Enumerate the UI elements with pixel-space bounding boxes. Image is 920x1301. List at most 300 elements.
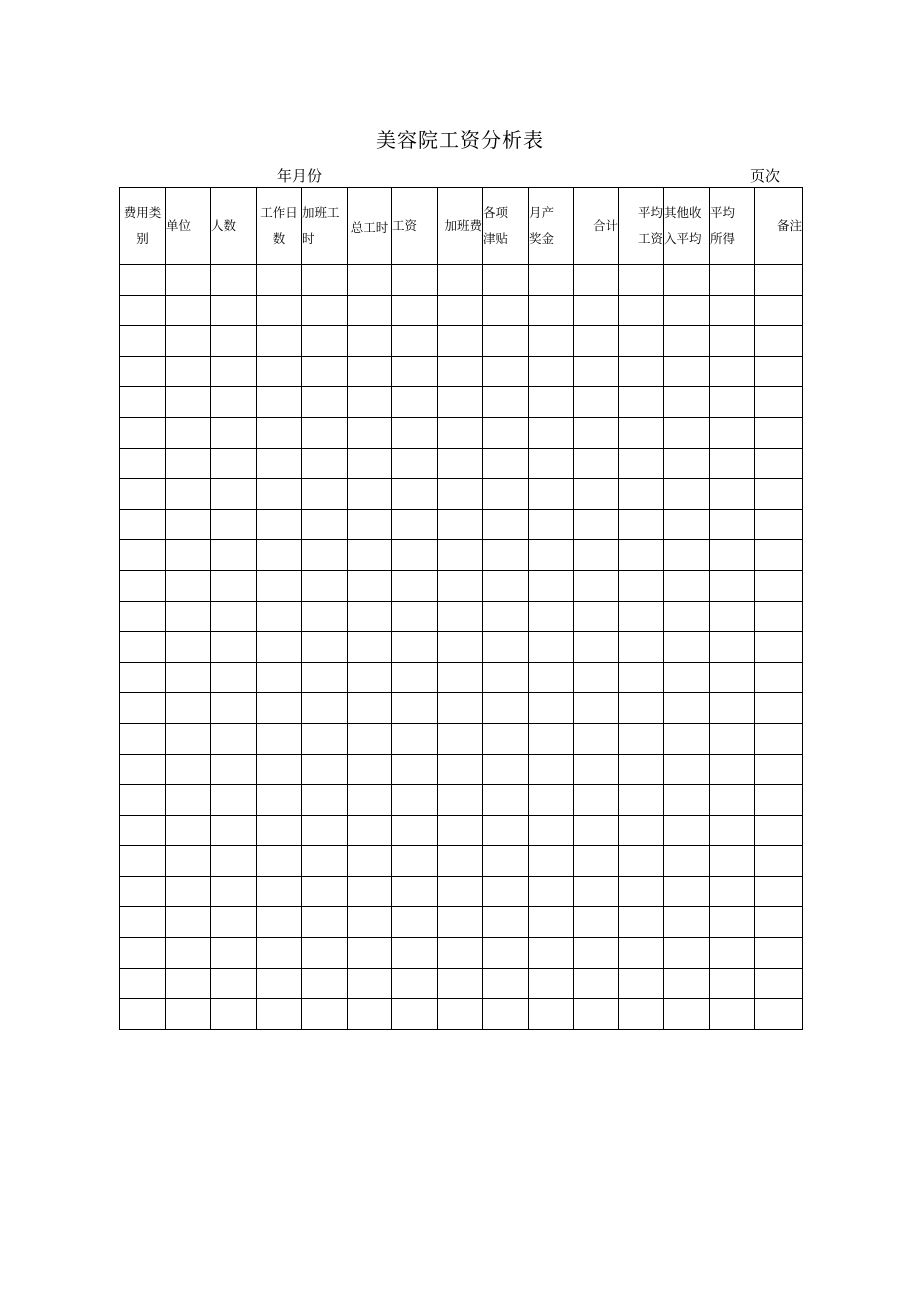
table-cell[interactable] bbox=[483, 570, 529, 601]
table-cell[interactable] bbox=[710, 968, 755, 999]
table-cell[interactable] bbox=[619, 662, 664, 693]
table-cell[interactable] bbox=[755, 632, 803, 663]
table-cell[interactable] bbox=[619, 815, 664, 846]
table-cell[interactable] bbox=[529, 632, 574, 663]
table-cell[interactable] bbox=[619, 938, 664, 969]
table-cell[interactable] bbox=[483, 448, 529, 479]
table-cell[interactable] bbox=[574, 265, 619, 296]
table-cell[interactable] bbox=[302, 846, 348, 877]
table-cell[interactable] bbox=[166, 387, 211, 418]
table-cell[interactable] bbox=[302, 968, 348, 999]
table-cell[interactable] bbox=[302, 601, 348, 632]
table-cell[interactable] bbox=[302, 356, 348, 387]
table-cell[interactable] bbox=[166, 570, 211, 601]
table-cell[interactable] bbox=[257, 509, 302, 540]
table-cell[interactable] bbox=[120, 693, 166, 724]
table-cell[interactable] bbox=[302, 723, 348, 754]
table-cell[interactable] bbox=[348, 417, 392, 448]
table-cell[interactable] bbox=[755, 938, 803, 969]
table-cell[interactable] bbox=[710, 601, 755, 632]
table-cell[interactable] bbox=[664, 570, 710, 601]
table-cell[interactable] bbox=[257, 387, 302, 418]
table-cell[interactable] bbox=[710, 907, 755, 938]
table-cell[interactable] bbox=[755, 387, 803, 418]
table-cell[interactable] bbox=[710, 999, 755, 1030]
table-cell[interactable] bbox=[529, 570, 574, 601]
table-cell[interactable] bbox=[438, 815, 483, 846]
table-cell[interactable] bbox=[211, 417, 257, 448]
table-cell[interactable] bbox=[529, 785, 574, 816]
table-cell[interactable] bbox=[302, 479, 348, 510]
table-cell[interactable] bbox=[619, 387, 664, 418]
table-cell[interactable] bbox=[710, 876, 755, 907]
table-cell[interactable] bbox=[619, 540, 664, 571]
table-cell[interactable] bbox=[710, 509, 755, 540]
table-cell[interactable] bbox=[211, 632, 257, 663]
table-cell[interactable] bbox=[755, 876, 803, 907]
table-cell[interactable] bbox=[348, 846, 392, 877]
table-cell[interactable] bbox=[166, 723, 211, 754]
table-cell[interactable] bbox=[348, 387, 392, 418]
table-cell[interactable] bbox=[664, 387, 710, 418]
table-cell[interactable] bbox=[392, 785, 438, 816]
table-cell[interactable] bbox=[302, 570, 348, 601]
table-cell[interactable] bbox=[619, 448, 664, 479]
table-cell[interactable] bbox=[120, 662, 166, 693]
table-cell[interactable] bbox=[664, 356, 710, 387]
table-cell[interactable] bbox=[664, 509, 710, 540]
table-cell[interactable] bbox=[619, 295, 664, 326]
table-cell[interactable] bbox=[120, 295, 166, 326]
table-cell[interactable] bbox=[302, 326, 348, 357]
table-cell[interactable] bbox=[755, 326, 803, 357]
table-cell[interactable] bbox=[302, 387, 348, 418]
table-cell[interactable] bbox=[664, 632, 710, 663]
table-cell[interactable] bbox=[166, 509, 211, 540]
table-cell[interactable] bbox=[257, 540, 302, 571]
table-cell[interactable] bbox=[302, 295, 348, 326]
table-cell[interactable] bbox=[392, 448, 438, 479]
table-cell[interactable] bbox=[166, 907, 211, 938]
table-cell[interactable] bbox=[257, 785, 302, 816]
table-cell[interactable] bbox=[120, 907, 166, 938]
table-cell[interactable] bbox=[619, 601, 664, 632]
table-cell[interactable] bbox=[574, 479, 619, 510]
table-cell[interactable] bbox=[166, 754, 211, 785]
table-cell[interactable] bbox=[348, 479, 392, 510]
table-cell[interactable] bbox=[166, 815, 211, 846]
table-cell[interactable] bbox=[755, 479, 803, 510]
table-cell[interactable] bbox=[211, 326, 257, 357]
table-cell[interactable] bbox=[619, 265, 664, 296]
table-cell[interactable] bbox=[664, 876, 710, 907]
table-cell[interactable] bbox=[483, 540, 529, 571]
table-cell[interactable] bbox=[211, 968, 257, 999]
table-cell[interactable] bbox=[755, 417, 803, 448]
table-cell[interactable] bbox=[483, 632, 529, 663]
table-cell[interactable] bbox=[574, 999, 619, 1030]
table-cell[interactable] bbox=[120, 479, 166, 510]
table-cell[interactable] bbox=[483, 785, 529, 816]
table-cell[interactable] bbox=[619, 999, 664, 1030]
table-cell[interactable] bbox=[574, 876, 619, 907]
table-cell[interactable] bbox=[348, 540, 392, 571]
table-cell[interactable] bbox=[257, 265, 302, 296]
table-cell[interactable] bbox=[483, 326, 529, 357]
table-cell[interactable] bbox=[166, 479, 211, 510]
table-cell[interactable] bbox=[483, 387, 529, 418]
table-cell[interactable] bbox=[483, 295, 529, 326]
table-cell[interactable] bbox=[574, 907, 619, 938]
table-cell[interactable] bbox=[529, 938, 574, 969]
table-cell[interactable] bbox=[392, 570, 438, 601]
table-cell[interactable] bbox=[619, 326, 664, 357]
table-cell[interactable] bbox=[529, 540, 574, 571]
table-cell[interactable] bbox=[166, 265, 211, 296]
table-cell[interactable] bbox=[211, 876, 257, 907]
table-cell[interactable] bbox=[755, 723, 803, 754]
table-cell[interactable] bbox=[257, 815, 302, 846]
table-cell[interactable] bbox=[710, 295, 755, 326]
table-cell[interactable] bbox=[664, 448, 710, 479]
table-cell[interactable] bbox=[392, 999, 438, 1030]
table-cell[interactable] bbox=[392, 662, 438, 693]
table-cell[interactable] bbox=[755, 846, 803, 877]
table-cell[interactable] bbox=[257, 632, 302, 663]
table-cell[interactable] bbox=[120, 387, 166, 418]
table-cell[interactable] bbox=[574, 356, 619, 387]
table-cell[interactable] bbox=[529, 846, 574, 877]
table-cell[interactable] bbox=[529, 448, 574, 479]
table-cell[interactable] bbox=[392, 754, 438, 785]
table-cell[interactable] bbox=[664, 540, 710, 571]
table-cell[interactable] bbox=[755, 662, 803, 693]
table-cell[interactable] bbox=[392, 938, 438, 969]
table-cell[interactable] bbox=[348, 509, 392, 540]
table-cell[interactable] bbox=[574, 938, 619, 969]
table-cell[interactable] bbox=[348, 295, 392, 326]
table-cell[interactable] bbox=[348, 815, 392, 846]
table-cell[interactable] bbox=[710, 662, 755, 693]
table-cell[interactable] bbox=[257, 999, 302, 1030]
table-cell[interactable] bbox=[664, 326, 710, 357]
table-cell[interactable] bbox=[211, 387, 257, 418]
table-cell[interactable] bbox=[664, 938, 710, 969]
table-cell[interactable] bbox=[529, 265, 574, 296]
table-cell[interactable] bbox=[211, 662, 257, 693]
table-cell[interactable] bbox=[529, 999, 574, 1030]
table-cell[interactable] bbox=[710, 326, 755, 357]
table-cell[interactable] bbox=[166, 326, 211, 357]
table-cell[interactable] bbox=[529, 754, 574, 785]
table-cell[interactable] bbox=[302, 662, 348, 693]
table-cell[interactable] bbox=[438, 999, 483, 1030]
table-cell[interactable] bbox=[619, 785, 664, 816]
table-cell[interactable] bbox=[438, 387, 483, 418]
table-cell[interactable] bbox=[438, 754, 483, 785]
table-cell[interactable] bbox=[392, 356, 438, 387]
table-cell[interactable] bbox=[166, 601, 211, 632]
table-cell[interactable] bbox=[755, 785, 803, 816]
table-cell[interactable] bbox=[710, 723, 755, 754]
table-cell[interactable] bbox=[348, 754, 392, 785]
table-cell[interactable] bbox=[710, 540, 755, 571]
table-cell[interactable] bbox=[211, 265, 257, 296]
table-cell[interactable] bbox=[574, 632, 619, 663]
table-cell[interactable] bbox=[755, 999, 803, 1030]
table-cell[interactable] bbox=[166, 448, 211, 479]
table-cell[interactable] bbox=[392, 265, 438, 296]
table-cell[interactable] bbox=[710, 632, 755, 663]
table-cell[interactable] bbox=[120, 938, 166, 969]
table-cell[interactable] bbox=[619, 509, 664, 540]
table-cell[interactable] bbox=[529, 601, 574, 632]
table-cell[interactable] bbox=[664, 662, 710, 693]
table-cell[interactable] bbox=[120, 509, 166, 540]
table-cell[interactable] bbox=[257, 601, 302, 632]
table-cell[interactable] bbox=[438, 356, 483, 387]
table-cell[interactable] bbox=[619, 723, 664, 754]
table-cell[interactable] bbox=[392, 479, 438, 510]
table-cell[interactable] bbox=[302, 417, 348, 448]
table-cell[interactable] bbox=[755, 754, 803, 785]
table-cell[interactable] bbox=[619, 907, 664, 938]
table-cell[interactable] bbox=[392, 968, 438, 999]
table-cell[interactable] bbox=[664, 601, 710, 632]
table-cell[interactable] bbox=[710, 938, 755, 969]
table-cell[interactable] bbox=[120, 540, 166, 571]
table-cell[interactable] bbox=[755, 815, 803, 846]
table-cell[interactable] bbox=[211, 356, 257, 387]
table-cell[interactable] bbox=[348, 876, 392, 907]
table-cell[interactable] bbox=[120, 876, 166, 907]
table-cell[interactable] bbox=[348, 326, 392, 357]
table-cell[interactable] bbox=[664, 723, 710, 754]
table-cell[interactable] bbox=[755, 509, 803, 540]
table-cell[interactable] bbox=[348, 907, 392, 938]
table-cell[interactable] bbox=[664, 265, 710, 296]
table-cell[interactable] bbox=[574, 448, 619, 479]
table-cell[interactable] bbox=[211, 570, 257, 601]
table-cell[interactable] bbox=[438, 265, 483, 296]
table-cell[interactable] bbox=[710, 356, 755, 387]
table-cell[interactable] bbox=[302, 540, 348, 571]
table-cell[interactable] bbox=[574, 387, 619, 418]
table-cell[interactable] bbox=[211, 479, 257, 510]
table-cell[interactable] bbox=[392, 693, 438, 724]
table-cell[interactable] bbox=[438, 846, 483, 877]
table-cell[interactable] bbox=[257, 326, 302, 357]
table-cell[interactable] bbox=[483, 815, 529, 846]
table-cell[interactable] bbox=[438, 448, 483, 479]
table-cell[interactable] bbox=[302, 509, 348, 540]
table-cell[interactable] bbox=[438, 723, 483, 754]
table-cell[interactable] bbox=[302, 754, 348, 785]
table-cell[interactable] bbox=[166, 785, 211, 816]
table-cell[interactable] bbox=[619, 570, 664, 601]
table-cell[interactable] bbox=[211, 938, 257, 969]
table-cell[interactable] bbox=[529, 509, 574, 540]
table-cell[interactable] bbox=[211, 601, 257, 632]
table-cell[interactable] bbox=[755, 448, 803, 479]
table-cell[interactable] bbox=[257, 570, 302, 601]
table-cell[interactable] bbox=[120, 601, 166, 632]
table-cell[interactable] bbox=[574, 693, 619, 724]
table-cell[interactable] bbox=[529, 693, 574, 724]
table-cell[interactable] bbox=[257, 417, 302, 448]
table-cell[interactable] bbox=[438, 326, 483, 357]
table-cell[interactable] bbox=[710, 693, 755, 724]
table-cell[interactable] bbox=[166, 540, 211, 571]
table-cell[interactable] bbox=[664, 295, 710, 326]
table-cell[interactable] bbox=[438, 785, 483, 816]
table-cell[interactable] bbox=[211, 693, 257, 724]
table-cell[interactable] bbox=[302, 907, 348, 938]
table-cell[interactable] bbox=[529, 662, 574, 693]
table-cell[interactable] bbox=[483, 907, 529, 938]
table-cell[interactable] bbox=[619, 968, 664, 999]
table-cell[interactable] bbox=[302, 815, 348, 846]
table-cell[interactable] bbox=[348, 723, 392, 754]
table-cell[interactable] bbox=[166, 632, 211, 663]
table-cell[interactable] bbox=[710, 417, 755, 448]
table-cell[interactable] bbox=[211, 448, 257, 479]
table-cell[interactable] bbox=[483, 938, 529, 969]
table-cell[interactable] bbox=[348, 265, 392, 296]
table-cell[interactable] bbox=[529, 387, 574, 418]
table-cell[interactable] bbox=[392, 417, 438, 448]
table-cell[interactable] bbox=[438, 295, 483, 326]
table-cell[interactable] bbox=[302, 265, 348, 296]
table-cell[interactable] bbox=[574, 846, 619, 877]
table-cell[interactable] bbox=[664, 479, 710, 510]
table-cell[interactable] bbox=[302, 693, 348, 724]
table-cell[interactable] bbox=[392, 540, 438, 571]
table-cell[interactable] bbox=[166, 295, 211, 326]
table-cell[interactable] bbox=[438, 968, 483, 999]
table-cell[interactable] bbox=[529, 417, 574, 448]
table-cell[interactable] bbox=[302, 785, 348, 816]
table-cell[interactable] bbox=[710, 846, 755, 877]
table-cell[interactable] bbox=[257, 662, 302, 693]
table-cell[interactable] bbox=[211, 785, 257, 816]
table-cell[interactable] bbox=[211, 907, 257, 938]
table-cell[interactable] bbox=[257, 754, 302, 785]
table-cell[interactable] bbox=[755, 295, 803, 326]
table-cell[interactable] bbox=[619, 417, 664, 448]
table-cell[interactable] bbox=[574, 785, 619, 816]
table-cell[interactable] bbox=[755, 968, 803, 999]
table-cell[interactable] bbox=[710, 448, 755, 479]
table-cell[interactable] bbox=[120, 968, 166, 999]
table-cell[interactable] bbox=[483, 417, 529, 448]
table-cell[interactable] bbox=[529, 295, 574, 326]
table-cell[interactable] bbox=[710, 754, 755, 785]
table-cell[interactable] bbox=[755, 570, 803, 601]
table-cell[interactable] bbox=[257, 907, 302, 938]
table-cell[interactable] bbox=[438, 509, 483, 540]
table-cell[interactable] bbox=[438, 479, 483, 510]
table-cell[interactable] bbox=[348, 570, 392, 601]
table-cell[interactable] bbox=[302, 448, 348, 479]
table-cell[interactable] bbox=[529, 815, 574, 846]
table-cell[interactable] bbox=[392, 907, 438, 938]
table-cell[interactable] bbox=[257, 968, 302, 999]
table-cell[interactable] bbox=[348, 968, 392, 999]
table-cell[interactable] bbox=[438, 540, 483, 571]
table-cell[interactable] bbox=[710, 815, 755, 846]
table-cell[interactable] bbox=[392, 601, 438, 632]
table-cell[interactable] bbox=[392, 876, 438, 907]
table-cell[interactable] bbox=[166, 968, 211, 999]
table-cell[interactable] bbox=[664, 999, 710, 1030]
table-cell[interactable] bbox=[392, 326, 438, 357]
table-cell[interactable] bbox=[120, 326, 166, 357]
table-cell[interactable] bbox=[755, 693, 803, 724]
table-cell[interactable] bbox=[257, 356, 302, 387]
table-cell[interactable] bbox=[664, 968, 710, 999]
table-cell[interactable] bbox=[120, 356, 166, 387]
table-cell[interactable] bbox=[664, 417, 710, 448]
table-cell[interactable] bbox=[755, 601, 803, 632]
table-cell[interactable] bbox=[619, 632, 664, 663]
table-cell[interactable] bbox=[211, 846, 257, 877]
table-cell[interactable] bbox=[166, 999, 211, 1030]
table-cell[interactable] bbox=[529, 907, 574, 938]
table-cell[interactable] bbox=[619, 693, 664, 724]
table-cell[interactable] bbox=[120, 999, 166, 1030]
table-cell[interactable] bbox=[166, 938, 211, 969]
table-cell[interactable] bbox=[348, 693, 392, 724]
table-cell[interactable] bbox=[483, 662, 529, 693]
table-cell[interactable] bbox=[529, 968, 574, 999]
table-cell[interactable] bbox=[438, 662, 483, 693]
table-cell[interactable] bbox=[257, 846, 302, 877]
table-cell[interactable] bbox=[574, 295, 619, 326]
table-cell[interactable] bbox=[120, 723, 166, 754]
table-cell[interactable] bbox=[755, 265, 803, 296]
table-cell[interactable] bbox=[755, 907, 803, 938]
table-cell[interactable] bbox=[483, 968, 529, 999]
table-cell[interactable] bbox=[166, 846, 211, 877]
table-cell[interactable] bbox=[257, 295, 302, 326]
table-cell[interactable] bbox=[529, 479, 574, 510]
table-cell[interactable] bbox=[211, 815, 257, 846]
table-cell[interactable] bbox=[120, 417, 166, 448]
table-cell[interactable] bbox=[529, 356, 574, 387]
table-cell[interactable] bbox=[755, 356, 803, 387]
table-cell[interactable] bbox=[664, 907, 710, 938]
table-cell[interactable] bbox=[257, 723, 302, 754]
table-cell[interactable] bbox=[710, 265, 755, 296]
table-cell[interactable] bbox=[348, 632, 392, 663]
table-cell[interactable] bbox=[664, 846, 710, 877]
table-cell[interactable] bbox=[348, 356, 392, 387]
table-cell[interactable] bbox=[302, 938, 348, 969]
table-cell[interactable] bbox=[483, 265, 529, 296]
table-cell[interactable] bbox=[120, 754, 166, 785]
table-cell[interactable] bbox=[483, 723, 529, 754]
table-cell[interactable] bbox=[574, 601, 619, 632]
table-cell[interactable] bbox=[483, 479, 529, 510]
table-cell[interactable] bbox=[120, 570, 166, 601]
table-cell[interactable] bbox=[529, 326, 574, 357]
table-cell[interactable] bbox=[483, 601, 529, 632]
table-cell[interactable] bbox=[438, 601, 483, 632]
table-cell[interactable] bbox=[392, 846, 438, 877]
table-cell[interactable] bbox=[392, 723, 438, 754]
table-cell[interactable] bbox=[120, 632, 166, 663]
